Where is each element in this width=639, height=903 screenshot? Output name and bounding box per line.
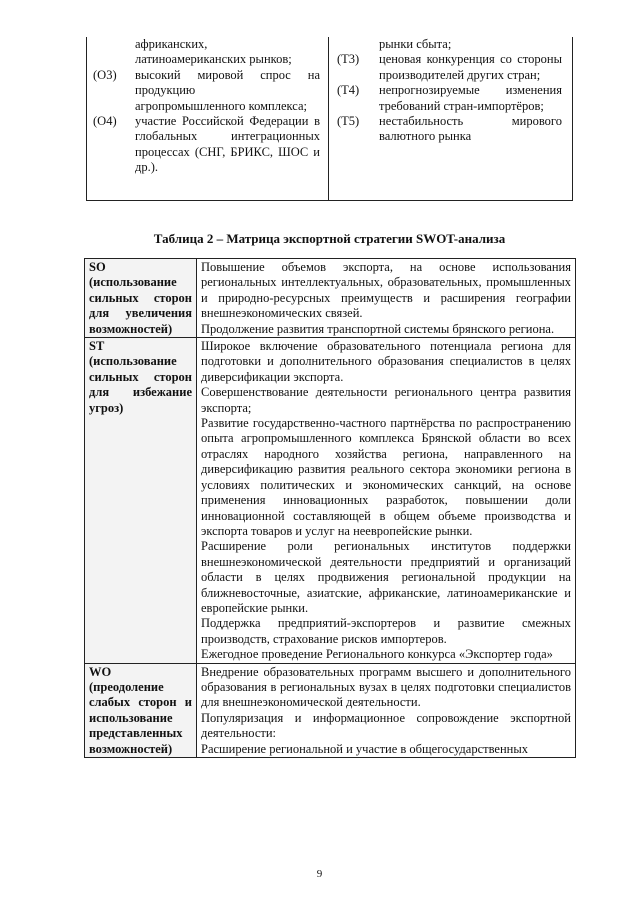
opportunities-column (87, 37, 329, 200)
paragraph: Внедрение образовательных программ высшего и дополнительного образования в региональных вузах в целях подготовки специалистов для внешнеэкономической деятельности. (201, 664, 571, 710)
item-line: высокий мировой спрос на продукцию (135, 67, 320, 98)
continued-table (86, 37, 573, 201)
paragraph: Развитие государственно-частного партнёрства по распространению опыта агропромышленного комплекса Брянской области во всех отраслях народного хозяйства региона, направленного на диверсификацию развития реального сектора экономики региона в условиях политических и экономических санкций, на основе применения инновационных разработок, повышении доли инновационной составляющей в общем объеме производства и экспорта товаров и услуг на неевропейские рынки. (201, 416, 571, 538)
row-code: ST (89, 339, 105, 354)
table-row-wo (85, 663, 576, 757)
item-line: агропромышленного комплекса; (135, 98, 307, 113)
paragraph: Продолжение развития транспортной системы брянского региона. (201, 321, 555, 336)
row-code: WO (89, 664, 112, 679)
row-description: (преодоление слабых сторон и использование представленных возможностей) (89, 679, 192, 756)
item-line: рынки сбыта; (379, 37, 452, 51)
row-label (85, 663, 197, 757)
table-row-st (85, 338, 576, 664)
row-description: (использование сильных сторон для увеличения возможностей) (89, 275, 192, 336)
table-row-so (85, 259, 576, 338)
item-code: (О4) (93, 114, 117, 129)
paragraph: Ежегодное проведение Регионального конкурса «Экспортер года» (201, 647, 553, 662)
item-line: ценовая конкуренция со стороны производителей других стран; (379, 52, 562, 82)
paragraph: Повышение объемов экспорта, на основе использования региональных интеллектуальных, образовательных, промышленных и природно-ресурсных преимуществ и расширения географии внешнеэкономических связей. (201, 260, 571, 321)
row-label (85, 338, 197, 664)
item-code: (Т3) (337, 52, 360, 67)
row-description: (использование сильных сторон для избежание угроз) (89, 354, 192, 415)
threats-column (329, 37, 572, 200)
paragraph: Популяризация и информационное сопровождение экспортной деятельности: (201, 710, 571, 741)
table-row (329, 83, 572, 114)
paragraph: Поддержка предприятий-экспортеров и развитие смежных производств, страхование рисков импортеров. (201, 616, 571, 646)
item-code: (О3) (93, 67, 117, 82)
paragraph: Совершенствование деятельности регионального центра развития экспорта; (201, 385, 571, 415)
item-code: (Т5) (337, 114, 360, 129)
row-label (85, 259, 197, 338)
paragraph: Расширение региональной и участие в общегосударственных (201, 741, 528, 756)
page-number: 9 (316, 868, 323, 880)
item-line: африканских, (135, 37, 208, 51)
table-row (87, 68, 328, 114)
item-line: латиноамериканских рынков; (135, 52, 292, 67)
item-line: участие Российской Федерации в глобальных интеграционных процессах (СНГ, БРИКС, ШОС и др.). (135, 114, 320, 175)
table-row (329, 37, 572, 52)
item-line: непрогнозируемые изменения требований стран-импортёров; (379, 83, 562, 113)
row-code: SO (89, 260, 106, 274)
row-content (197, 338, 576, 664)
table-row (87, 37, 328, 68)
table-caption: Таблица 2 – Матрица экспортной стратегии SWOT-анализа (153, 231, 506, 246)
table-row (329, 52, 572, 83)
row-content (197, 663, 576, 757)
table-row (329, 114, 572, 145)
paragraph: Расширение роли региональных институтов поддержки внешнеэкономической деятельности предприятий и организаций области в целях продвижения региональной продукции на ближневосточные, азиатские, африканские, латиноамериканские и европейские рынки. (201, 539, 571, 615)
row-content (197, 259, 576, 338)
table-row (87, 114, 328, 176)
swot-matrix-table (84, 258, 576, 758)
item-code: (Т4) (337, 83, 360, 98)
paragraph: Широкое включение образовательного потенциала региона для подготовки и дополнительного образования специалистов в целях диверсификации экспорта. (201, 339, 571, 384)
item-line: нестабильность мирового валютного рынка (379, 114, 562, 144)
